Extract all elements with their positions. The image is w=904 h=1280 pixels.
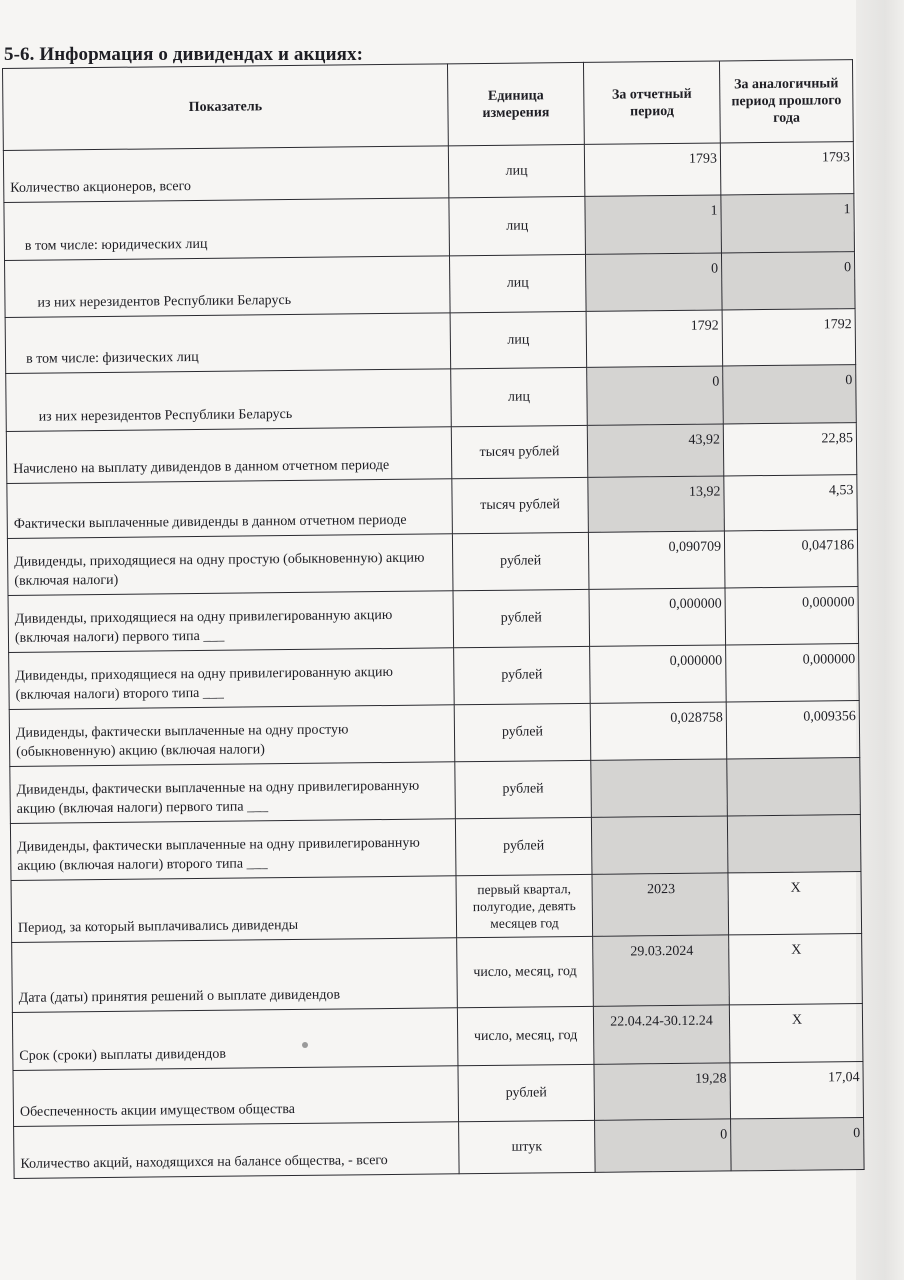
row-unit: лиц bbox=[450, 311, 587, 368]
row-current-value: 1793 bbox=[584, 143, 721, 196]
row-current-value: 0,000000 bbox=[589, 588, 726, 646]
row-label: Фактически выплаченные дивиденды в данном отчетном периоде bbox=[7, 479, 453, 539]
row-label: Дивиденды, фактически выплаченные на одну привилегированную акцию (включая налоги) второго типа ___ bbox=[10, 819, 456, 881]
row-previous-value bbox=[727, 815, 861, 873]
row-previous-value: 0,009356 bbox=[726, 701, 860, 759]
section-title: 5-6. Информация о дивидендах и акциях: bbox=[4, 44, 364, 65]
row-previous-value: 0,047186 bbox=[724, 530, 858, 588]
row-label: Количество акций, находящихся на балансе общества, - всего bbox=[14, 1122, 460, 1179]
row-unit: рублей bbox=[455, 817, 592, 875]
row-previous-value: X bbox=[728, 872, 862, 935]
row-current-value: 0 bbox=[587, 366, 724, 425]
table-row bbox=[9, 644, 860, 710]
row-label: в том числе: юридических лиц bbox=[4, 198, 450, 261]
table-row bbox=[6, 423, 856, 484]
row-label: Количество акционеров, всего bbox=[3, 146, 449, 203]
row-label: в том числе: физических лиц bbox=[5, 313, 451, 374]
row-label: Начислено на выплату дивидендов в данном отчетном периоде bbox=[6, 427, 452, 484]
table-row bbox=[10, 815, 861, 881]
row-label: Срок (сроки) выплаты дивидендов bbox=[12, 1008, 458, 1071]
dividends-table-container bbox=[2, 59, 865, 1179]
row-unit: рублей bbox=[458, 1064, 595, 1121]
row-previous-value: 1792 bbox=[722, 309, 856, 366]
row-previous-value: 0 bbox=[731, 1118, 865, 1171]
table-row bbox=[5, 309, 856, 374]
row-label: Дивиденды, приходящиеся на одну привилегированную акцию (включая налоги) второго типа ___ bbox=[9, 648, 455, 710]
table-row bbox=[12, 934, 863, 1013]
row-current-value: 2023 bbox=[592, 873, 729, 936]
row-unit: рублей bbox=[455, 760, 592, 818]
row-current-value: 0 bbox=[585, 253, 722, 311]
header-previous-period: За аналогичный период прошлого года bbox=[719, 60, 853, 143]
row-label: Дивиденды, фактически выплаченные на одну простую (обыкновенную) акцию (включая налоги) bbox=[9, 705, 455, 767]
row-label: Дата (даты) принятия решений о выплате дивидендов bbox=[12, 938, 458, 1013]
table-row bbox=[3, 142, 853, 203]
dividends-table bbox=[2, 59, 865, 1179]
row-unit: тысяч рублей bbox=[451, 425, 588, 478]
row-label: Дивиденды, приходящиеся на одну простую (обыкновенную) акцию (включая налоги) bbox=[7, 534, 453, 596]
row-previous-value: 22,85 bbox=[723, 423, 857, 476]
row-current-value: 29.03.2024 bbox=[593, 935, 730, 1006]
row-unit: рублей bbox=[454, 646, 591, 704]
row-unit: лиц bbox=[451, 367, 588, 426]
row-current-value: 19,28 bbox=[594, 1063, 731, 1120]
row-previous-value: 17,04 bbox=[730, 1062, 864, 1119]
row-unit: рублей bbox=[453, 589, 590, 647]
table-row bbox=[13, 1062, 864, 1127]
scan-dot-mark bbox=[302, 1042, 308, 1048]
row-current-value: 13,92 bbox=[588, 476, 725, 532]
table-header-row bbox=[3, 60, 854, 151]
row-current-value: 0,000000 bbox=[590, 645, 727, 703]
header-indicator: Показатель bbox=[3, 64, 449, 151]
header-unit: Единица измерения bbox=[447, 62, 584, 145]
row-unit: лиц bbox=[448, 144, 585, 197]
table-row bbox=[12, 1004, 863, 1071]
table-row bbox=[14, 1118, 864, 1179]
row-unit: рублей bbox=[454, 703, 591, 761]
table-row bbox=[10, 758, 861, 824]
table-row bbox=[7, 530, 858, 596]
row-current-value bbox=[591, 816, 728, 874]
table-row bbox=[4, 194, 855, 261]
row-current-value: 1792 bbox=[586, 310, 723, 367]
row-label: Период, за который выплачивались дивиденды bbox=[11, 876, 457, 943]
row-label: Обеспеченность акции имуществом общества bbox=[13, 1066, 459, 1127]
row-unit: тысяч рублей bbox=[452, 477, 589, 533]
row-previous-value: 1 bbox=[721, 194, 855, 253]
row-previous-value: X bbox=[729, 1004, 863, 1063]
table-row bbox=[9, 701, 860, 767]
table-row bbox=[8, 587, 859, 653]
row-unit: рублей bbox=[452, 532, 589, 590]
header-current-period: За отчетный период bbox=[583, 61, 720, 144]
row-previous-value: 0,000000 bbox=[725, 587, 859, 645]
table-row bbox=[7, 475, 858, 539]
row-previous-value bbox=[727, 758, 861, 816]
row-unit: лиц bbox=[449, 196, 586, 255]
row-current-value: 43,92 bbox=[587, 424, 724, 477]
row-unit: штук bbox=[459, 1120, 596, 1173]
row-previous-value: 0 bbox=[721, 252, 855, 310]
row-label: Дивиденды, фактически выплаченные на одну привилегированную акцию (включая налоги) первого типа ___ bbox=[10, 762, 456, 824]
row-current-value bbox=[591, 759, 728, 817]
row-unit: первый квартал, полугодие, девять месяцев год bbox=[456, 874, 593, 937]
row-unit: число, месяц, год bbox=[457, 1006, 594, 1065]
row-previous-value: X bbox=[729, 934, 863, 1005]
row-current-value: 1 bbox=[585, 195, 722, 254]
row-current-value: 0,090709 bbox=[588, 531, 725, 589]
row-label: Дивиденды, приходящиеся на одну привилегированную акцию (включая налоги) первого типа ___ bbox=[8, 591, 454, 653]
row-previous-value: 0,000000 bbox=[726, 644, 860, 702]
table-row bbox=[6, 365, 857, 432]
row-unit: лиц bbox=[449, 254, 586, 312]
table-row bbox=[11, 872, 862, 943]
row-current-value: 0,028758 bbox=[590, 702, 727, 760]
row-unit: число, месяц, год bbox=[457, 936, 594, 1007]
row-previous-value: 4,53 bbox=[724, 475, 858, 531]
row-current-value: 22.04.24-30.12.24 bbox=[593, 1005, 730, 1064]
row-previous-value: 1793 bbox=[720, 142, 854, 195]
table-row bbox=[5, 252, 856, 318]
row-label: из них нерезидентов Республики Беларусь bbox=[5, 256, 451, 318]
row-current-value: 0 bbox=[595, 1119, 732, 1172]
row-previous-value: 0 bbox=[723, 365, 857, 424]
row-label: из них нерезидентов Республики Беларусь bbox=[6, 369, 452, 432]
